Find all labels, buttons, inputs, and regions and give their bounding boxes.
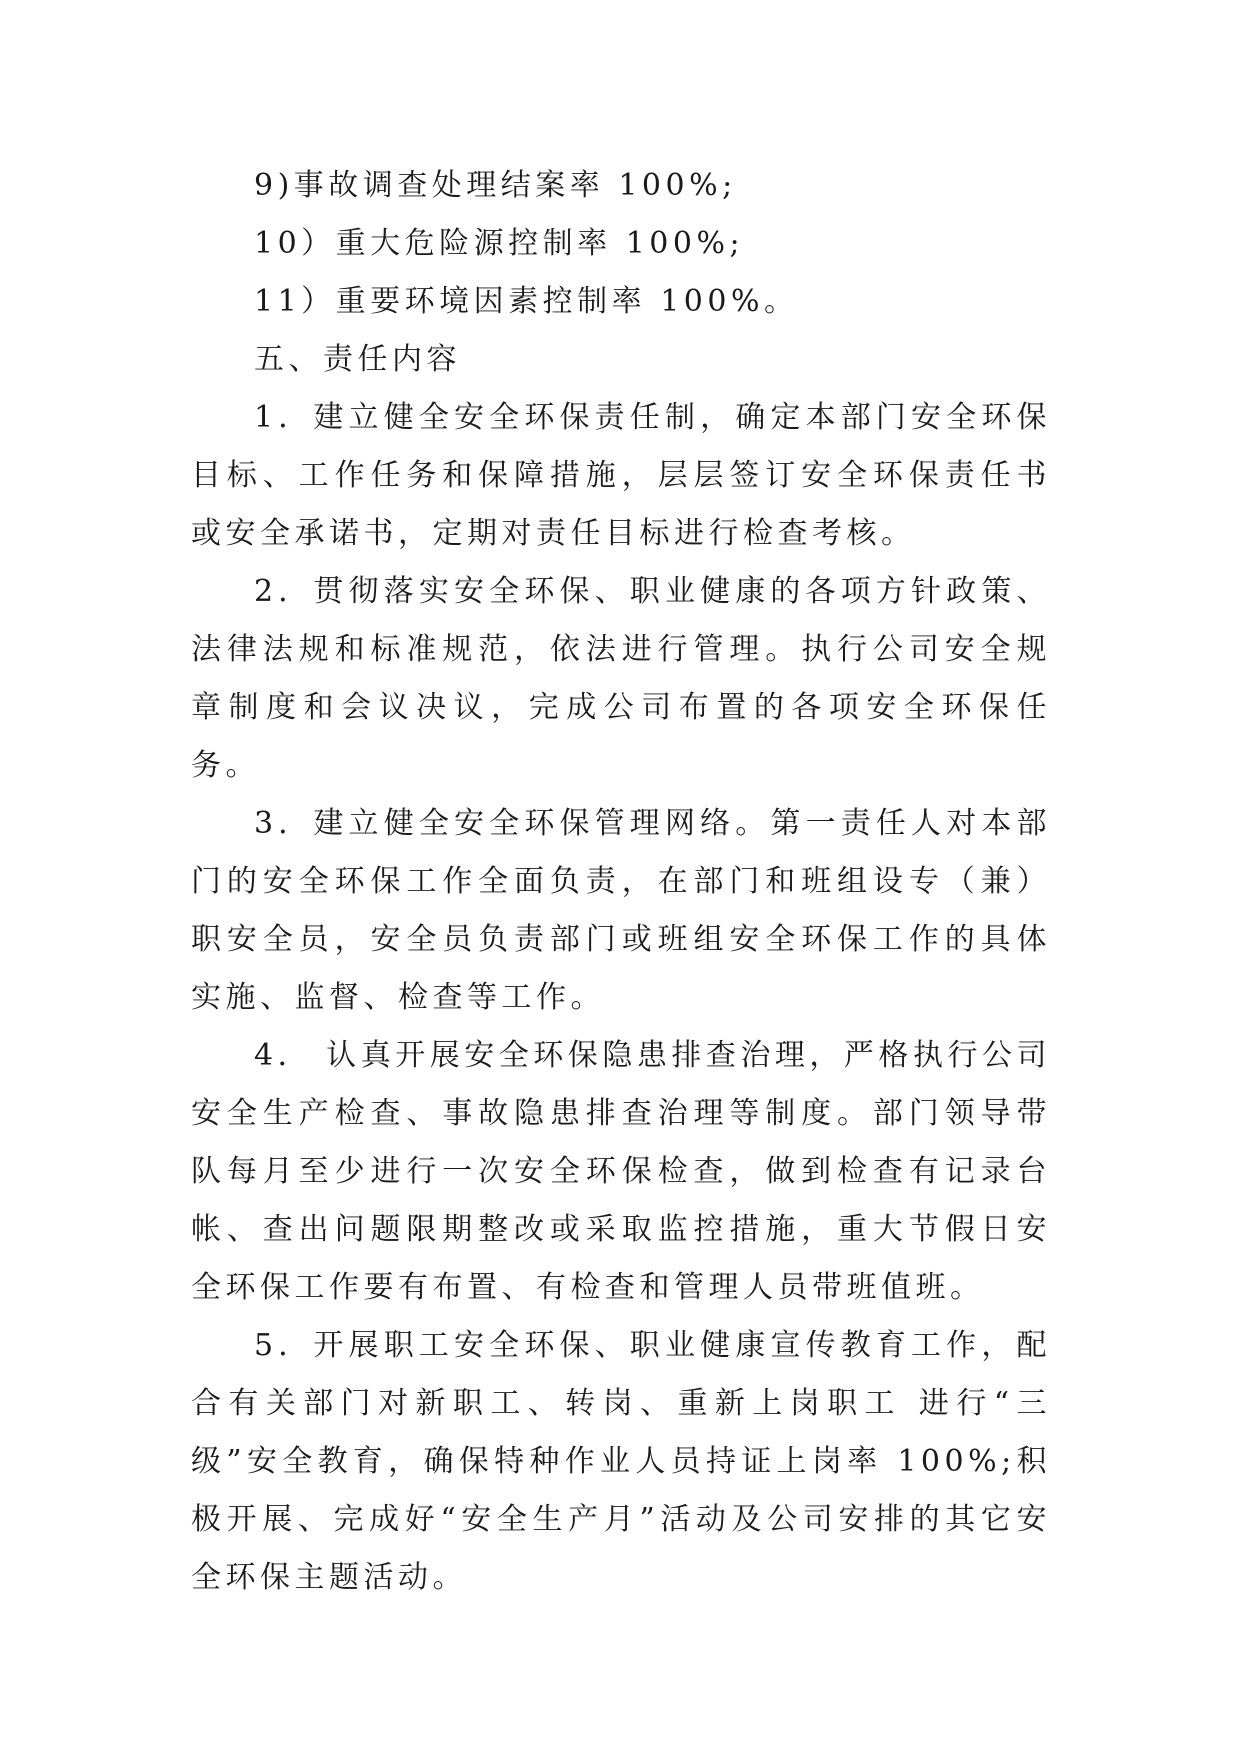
target-item-11: 11）重要环境因素控制率 100%。 (254, 284, 799, 319)
responsibility-item-2: 2．贯彻落实安全环保、职业健康的各项方针政策、法律法规和标准规范，依法进行管理。执行公司安全规章制度和会议决议，完成公司布置的各项安全环保任务。 (191, 574, 1051, 783)
responsibility-item-4: 4． 认真开展安全环保隐患排查治理，严格执行公司安全生产检查、事故隐患排查治理等制度。部门领导带队每月至少进行一次安全环保检查，做到检查有记录台帐、查出问题限期整改或采取监控措施，重大节假日安全环保工作要有布置、有检查和管理人员带班值班。 (191, 1038, 1051, 1305)
responsibility-item-1: 1．建立健全安全环保责任制，确定本部门安全环保目标、工作任务和保障措施，层层签订安全环保责任书或安全承诺书，定期对责任目标进行检查考核。 (191, 400, 1051, 551)
target-item-9: 9)事故调查处理结案率 100%; (254, 168, 737, 203)
target-item-10: 10）重大危险源控制率 100%; (254, 226, 745, 261)
responsibility-item-3: 3．建立健全安全环保管理网络。第一责任人对本部门的安全环保工作全面负责，在部门和班组设专（兼）职安全员，安全员负责部门或班组安全环保工作的具体实施、监督、检查等工作。 (191, 806, 1051, 1015)
responsibility-item-5: 5．开展职工安全环保、职业健康宣传教育工作，配合有关部门对新职工、转岗、重新上岗职工 进行“三级”安全教育，确保特种作业人员持证上岗率 100%;积极开展、完成好“安全生产月”活动及公司安排的其它安全环保主题活动。 (191, 1328, 1051, 1595)
document-body (191, 157, 1051, 1607)
section-heading-responsibilities: 五、责任内容 (254, 342, 461, 377)
